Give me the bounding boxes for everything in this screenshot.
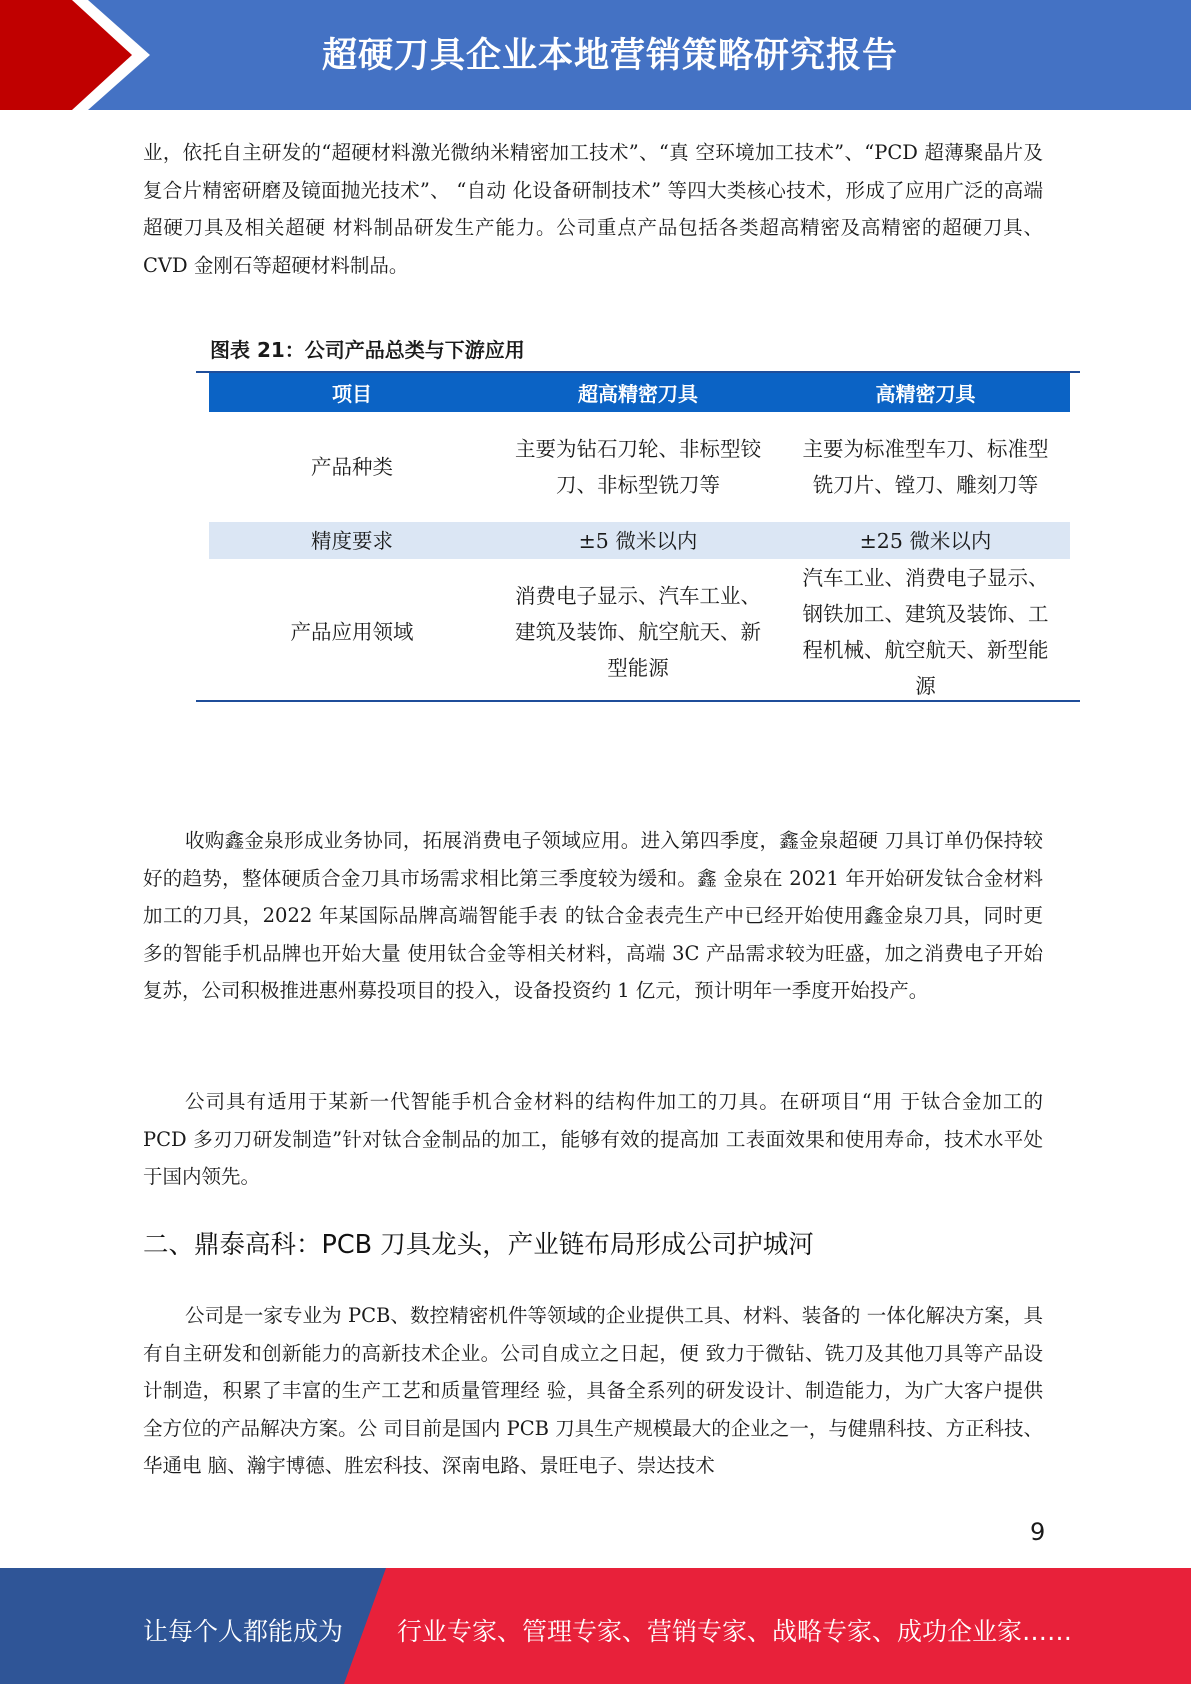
table-cell: ±25 微米以内: [781, 522, 1070, 559]
header-arrow-decoration: [0, 0, 160, 110]
footer-slogan-right: 行业专家、管理专家、营销专家、战略专家、成功企业家……: [397, 1617, 1073, 1646]
report-title: 超硬刀具企业本地营销策略研究报告: [321, 36, 898, 76]
table-row: [209, 559, 1070, 705]
table-header-cell: 超高精密刀具: [495, 373, 781, 412]
page-footer: [0, 1568, 1191, 1684]
table-bottom-rule: [196, 700, 1080, 702]
table-cell: 主要为标准型车刀、标准型铣刀片、镗刀、雕刻刀等: [802, 437, 1049, 497]
table-row: [209, 412, 1070, 522]
section-heading: 二、鼎泰高科：PCB 刀具龙头，产业链布局形成公司护城河: [143, 1230, 814, 1260]
product-table: [209, 373, 1070, 705]
table-cell: ±5 微米以内: [495, 522, 781, 559]
page-header: [0, 0, 1191, 110]
table-cell: 精度要求: [209, 522, 495, 559]
table-caption: 图表 21：公司产品总类与下游应用: [210, 338, 525, 362]
table-cell: 产品应用领域: [290, 620, 414, 644]
body-paragraph-3: 公司具有适用于某新一代智能手机合金材料的结构件加工的刀具。在研项目“用 于钛合金加工的 PCD 多刃刀研发制造”针对钛合金制品的加工，能够有效的提高加 工表面效果和使用寿命，技术水平处于国内领先。: [143, 1090, 1043, 1188]
table-cell: 主要为钻石刀轮、非标型铰刀、非标型铣刀等: [515, 437, 761, 497]
table-cell: 汽车工业、消费电子显示、钢铁加工、建筑及装饰、工程机械、航空航天、新型能源: [802, 566, 1049, 698]
body-paragraph-4: 公司是一家专业为 PCB、数控精密机件等领域的企业提供工具、材料、装备的 一体化解决方案，具有自主研发和创新能力的高新技术企业。公司自成立之日起，便 致力于微钻、铣刀及其他刀具等产品设计制造，积累了丰富的生产工艺和质量管理经 验，具备全系列的研发设计、制造能力，为广大客户提供全方位的产品解决方案。公 司目前是国内 PCB 刀具生产规模最大的企业之一，与健鼎科技、方正科技、华通电 脑、瀚宇博德、胜宏科技、深南电路、景旺电子、崇达技术: [143, 1304, 1043, 1477]
table-header-cell: 项目: [209, 373, 495, 412]
table-cell: 产品种类: [311, 455, 393, 479]
table-header-cell: 高精密刀具: [781, 373, 1070, 412]
table-cell: 消费电子显示、汽车工业、建筑及装饰、航空航天、新型能源: [515, 584, 761, 680]
footer-slogan-left: 让每个人都能成为: [143, 1617, 344, 1646]
body-paragraph-2: 收购鑫金泉形成业务协同，拓展消费电子领域应用。进入第四季度，鑫金泉超硬 刀具订单仍保持较好的趋势，整体硬质合金刀具市场需求相比第三季度较为缓和。鑫 金泉在 2021 年开始研发钛合金材料加工的刀具，2022 年某国际品牌高端智能手表 的钛合金表壳生产中已经开始使用鑫金泉刀具，同时更多的智能手机品牌也开始大量 使用钛合金等相关材料，高端 3C 产品需求较为旺盛，加之消费电子开始复苏，公司积极推进惠州募投项目的投入，设备投资约 1 亿元，预计明年一季度开始投产。: [143, 829, 1043, 1002]
table-row: [209, 522, 1070, 559]
page-number: 9: [1030, 1518, 1046, 1546]
table-header-row: [209, 373, 1070, 412]
body-paragraph-1: 业，依托自主研发的“超硬材料激光微纳米精密加工技术”、“真 空环境加工技术”、“PCD 超薄聚晶片及复合片精密研磨及镜面抛光技术”、 “自动 化设备研制技术” 等四大类核心技术，形成了应用广泛的高端超硬刀具及相关超硬 材料制品研发生产能力。公司重点产品包括各类超高精密及高精密的超硬刀具、 CVD 金刚石等超硬材料制品。: [143, 141, 1043, 277]
